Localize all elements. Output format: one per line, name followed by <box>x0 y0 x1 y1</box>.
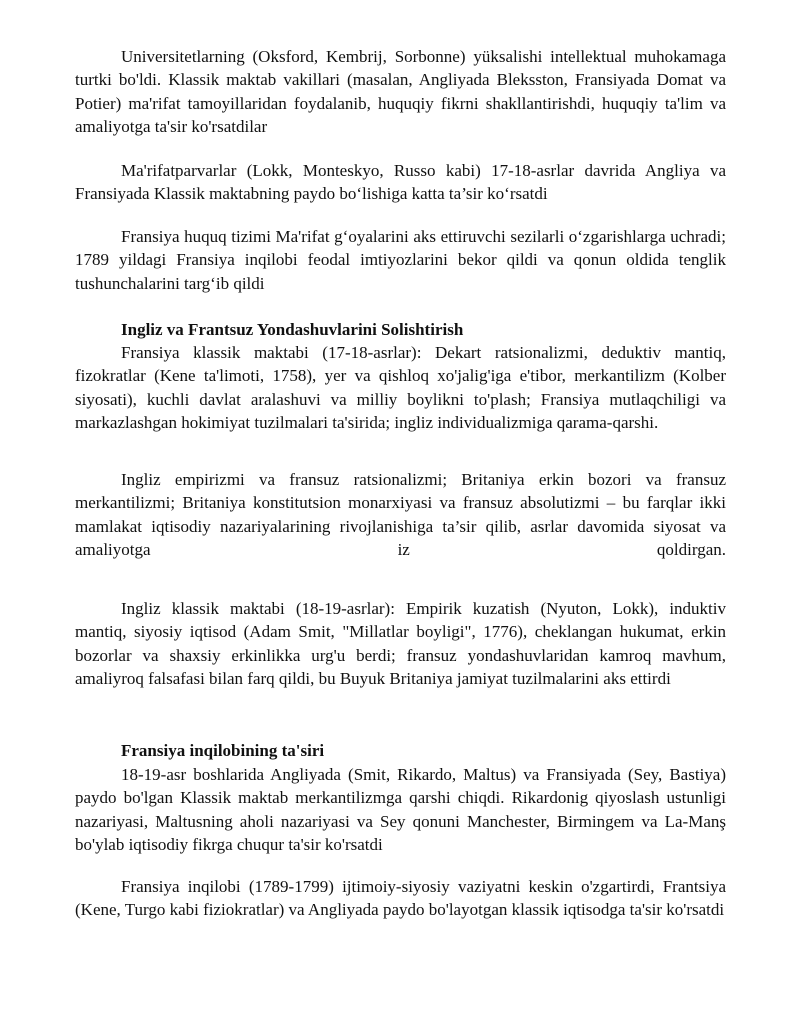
paragraph-french-legal-system: Fransiya huquq tizimi Ma'rifat g‘oyalarini aks ettiruvchi sezilarli o‘zgarishlarga uchradi; 1789 yildagi Fransiya inqilobi feodal imtiyozlarini bekor qildi va qonun oldida tenglik tushunchalarini targ‘ib qildi <box>75 227 726 293</box>
paragraph-enlighteners: Ma'rifatparvarlar (Lokk, Monteskyo, Russo kabi) 17-18-asrlar davrida Angliya va Fransiyada Klassik maktabning paydo bo‘lishiga katta ta’sir ko‘rsatdi <box>75 161 726 204</box>
heading-french-revolution: Fransiya inqilobining ta'siri <box>121 741 325 760</box>
paragraph-classical-school-origins: 18-19-asr boshlarida Angliyada (Smit, Rikardo, Maltus) va Fransiyada (Sey, Bastiya) paydo bo'lgan Klassik maktab merkantilizmga qarshi chiqdi. Rikardonig qiyoslash ustunligi nazariyasi, Maltusning aholi nazariyasi va Sey qonuni Manchester, Birmingem va La-Manş bo'ylab iqtisodiy fikrga chuqur ta'sir ko'rsatdi <box>75 765 726 855</box>
paragraph-french-revolution-impact: Fransiya inqilobi (1789-1799) ijtimoiy-siyosiy vaziyatni keskin o'zgartirdi, Frantsiya (Kene, Turgo kabi fiziokratlar) va Angliyada paydo bo'layotgan klassik iqtisodga ta'sir ko'rsatdi <box>75 877 726 920</box>
heading-comparison: Ingliz va Frantsuz Yondashuvlarini Solishtirish <box>121 320 464 339</box>
paragraph-differences: Ingliz empirizmi va fransuz ratsionalizmi; Britaniya erkin bozori va fransuz merkantilizmi; Britaniya konstitutsion monarxiyasi va fransuz absolutizmi – bu farqlar ikki mamlakat iqtisodiy nazariyalarining rivojlanishiga ta’sir qilib, asrlar davomida siyosat va amaliyotga iz qoldirgan. <box>75 470 726 560</box>
paragraph-universities: Universitetlarning (Oksford, Kembrij, Sorbonne) yüksalishi intellektual muhokamaga turtki bo'ldi. Klassik maktab vakillari (masalan, Angliyada Bleksston, Fransiyada Domat va Potier) ma'rifat tamoyillaridan foydalanib, huquqiy fikrni shakllantirishdi, huquqiy ta'lim va amaliyotga ta'sir ko'rsatdilar <box>75 47 726 137</box>
paragraph-english-classical-school: Ingliz klassik maktabi (18-19-asrlar): Empirik kuzatish (Nyuton, Lokk), induktiv mantiq, siyosiy iqtisod (Adam Smit, "Millatlar boyligi", 1776), cheklangan hukumat, erkin bozorlar va shaxsiy erkinlikka urg'u berdi; fransuz yondashuvlaridan kamroq mavhum, amaliyroq falsafasi bilan farq qildi, bu Buyuk Britaniya jamiyat tuzilmalarini aks ettirdi <box>75 599 726 689</box>
paragraph-french-classical-school: Fransiya klassik maktabi (17-18-asrlar): Dekart ratsionalizmi, deduktiv mantiq, fizokratlar (Kene ta'limoti, 1758), yer va qishloq xo'jalig'iga e'tibor, merkantilizm (Kolber siyosati), kuchli davlat aralashuvi va milliy boylikni to'plash; Fransiya mutlaqchiligi va markazlashgan hokimiyat tuzilmalari ta'sirida; ingliz individualizmiga qarama-qarshi. <box>75 343 726 433</box>
